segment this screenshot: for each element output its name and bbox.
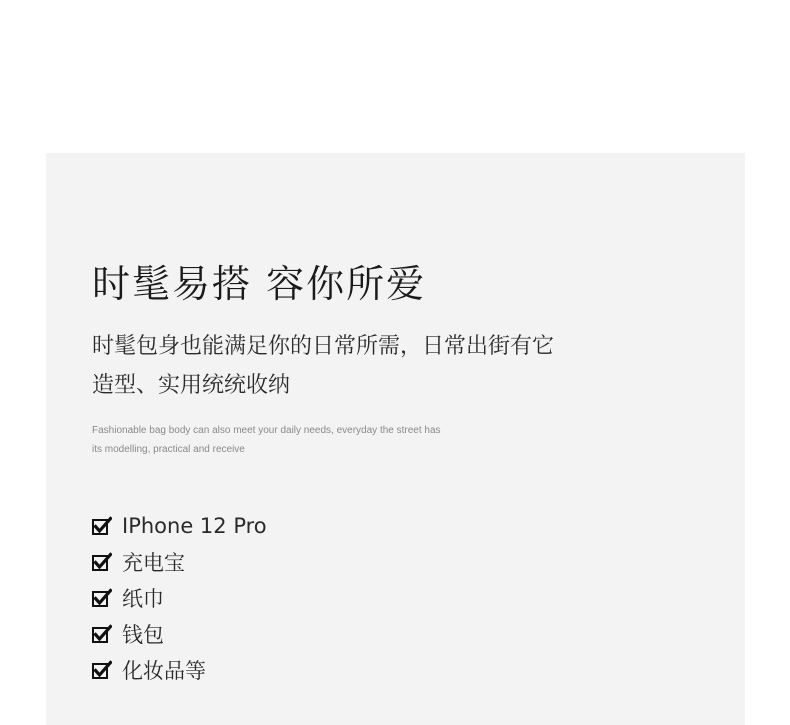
- checkbox-checked-icon: [92, 552, 112, 572]
- checklist-item: [92, 580, 267, 616]
- checkbox-checked-icon: [92, 624, 112, 644]
- checklist-item-label: 化妆品等: [122, 659, 206, 683]
- headline: 时髦易搭 容你所爱: [92, 262, 427, 306]
- checklist-item-label: 纸巾: [122, 587, 164, 611]
- checkbox-checked-icon: [92, 588, 112, 608]
- description: [92, 327, 652, 405]
- checklist-item: [92, 652, 267, 688]
- item-checklist: [92, 508, 267, 688]
- description-line-2: 造型、实用统统收纳: [92, 373, 291, 398]
- description-english-line-2: its modelling, practical and receive: [92, 444, 245, 455]
- checklist-item-label: 充电宝: [122, 551, 185, 575]
- description-english-line-1: Fashionable bag body can also meet your daily needs, everyday the street has: [92, 425, 441, 436]
- checklist-item-label: IPhone 12 Pro: [122, 514, 267, 538]
- description-english: [92, 421, 512, 459]
- checklist-item: [92, 616, 267, 652]
- description-line-1: 时髦包身也能满足你的日常所需，日常出街有它: [92, 334, 555, 359]
- checkbox-checked-icon: [92, 516, 112, 536]
- checklist-item: [92, 544, 267, 580]
- checkbox-checked-icon: [92, 660, 112, 680]
- checklist-item-label: 钱包: [122, 623, 164, 647]
- checklist-item: [92, 508, 267, 544]
